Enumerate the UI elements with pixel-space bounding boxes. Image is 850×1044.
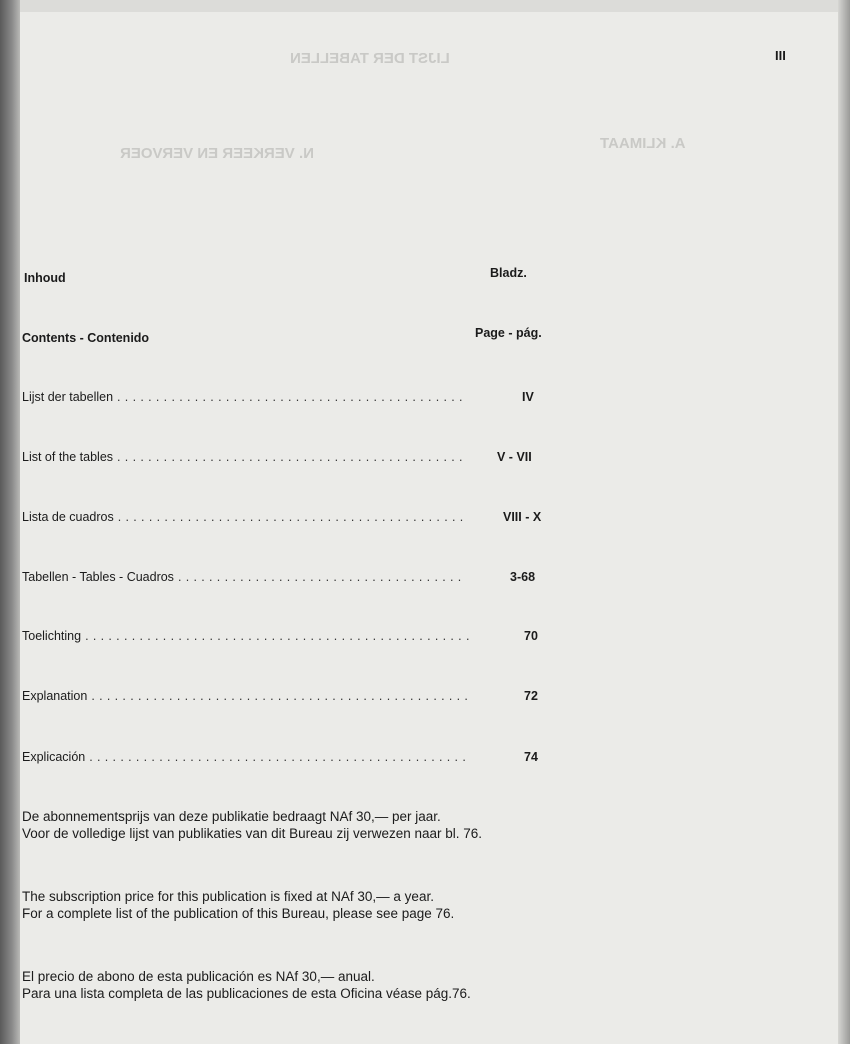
note-dutch: [22, 808, 482, 842]
book-binding: [0, 0, 20, 1044]
toc-page: IV: [522, 390, 534, 404]
toc-entry[interactable]: List of the tables ............................................. V - VII: [22, 450, 532, 464]
note-line: El precio de abono de esta publicación es NAf 30,— anual.: [22, 969, 375, 984]
toc-entry[interactable]: Toelichting .................................................. 70: [22, 629, 538, 643]
page-number: III: [775, 48, 786, 63]
toc-page: 3-68: [510, 570, 536, 584]
toc-label: Tabellen - Tables - Cuadros: [22, 570, 174, 584]
note-line: The subscription price for this publication is fixed at NAf 30,— a year.: [22, 889, 434, 904]
toc-entry[interactable]: Lijst der tabellen ............................................. IV: [22, 390, 534, 404]
bleed-through-text: LIJST DER TABELLEN: [290, 50, 450, 67]
toc-page: 70: [524, 629, 538, 643]
toc-page: 72: [524, 689, 538, 703]
toc-label: Lijst der tabellen: [22, 390, 114, 404]
heading-bladz: Bladz.: [490, 266, 527, 280]
heading-contents: Contents - Contenido: [22, 331, 150, 345]
note-spanish: [22, 968, 471, 1002]
toc-page: 74: [524, 750, 538, 764]
note-line: Para una lista completa de las publicaciones de esta Oficina véase pág.76.: [22, 986, 471, 1001]
toc-label: Lista de cuadros: [22, 510, 114, 524]
note-line: For a complete list of the publication of this Bureau, please see page 76.: [22, 906, 455, 921]
bleed-through-text: N. VERKEER EN VERVOER: [120, 145, 314, 162]
toc-page: V - VII: [497, 450, 532, 464]
toc-entry[interactable]: Lista de cuadros ............................................. VIII - X: [22, 510, 542, 524]
note-line: De abonnementsprijs van deze publikatie bedraagt NAf 30,— per jaar.: [22, 809, 441, 824]
heading-inhoud: Inhoud: [24, 271, 66, 285]
toc-label: Explicación: [22, 750, 86, 764]
toc-entry[interactable]: Explanation ................................................. 72: [22, 689, 538, 703]
toc-entry[interactable]: Explicación ................................................. 74: [22, 750, 538, 764]
heading-page: Page - pág.: [475, 326, 542, 340]
note-line: Voor de volledige lijst van publikaties van dit Bureau zij verwezen naar bl. 76.: [22, 826, 483, 841]
toc-entry[interactable]: Tabellen - Tables - Cuadros ..................................... 3-68: [22, 570, 536, 584]
toc-label: Toelichting: [22, 629, 82, 643]
toc-label: List of the tables: [22, 450, 114, 464]
toc-label: Explanation: [22, 689, 88, 703]
page-edge-shadow: [838, 0, 850, 1044]
bleed-through-text: A. KLIMAAT: [600, 135, 686, 152]
note-english: [22, 888, 454, 922]
toc-page: VIII - X: [503, 510, 542, 524]
